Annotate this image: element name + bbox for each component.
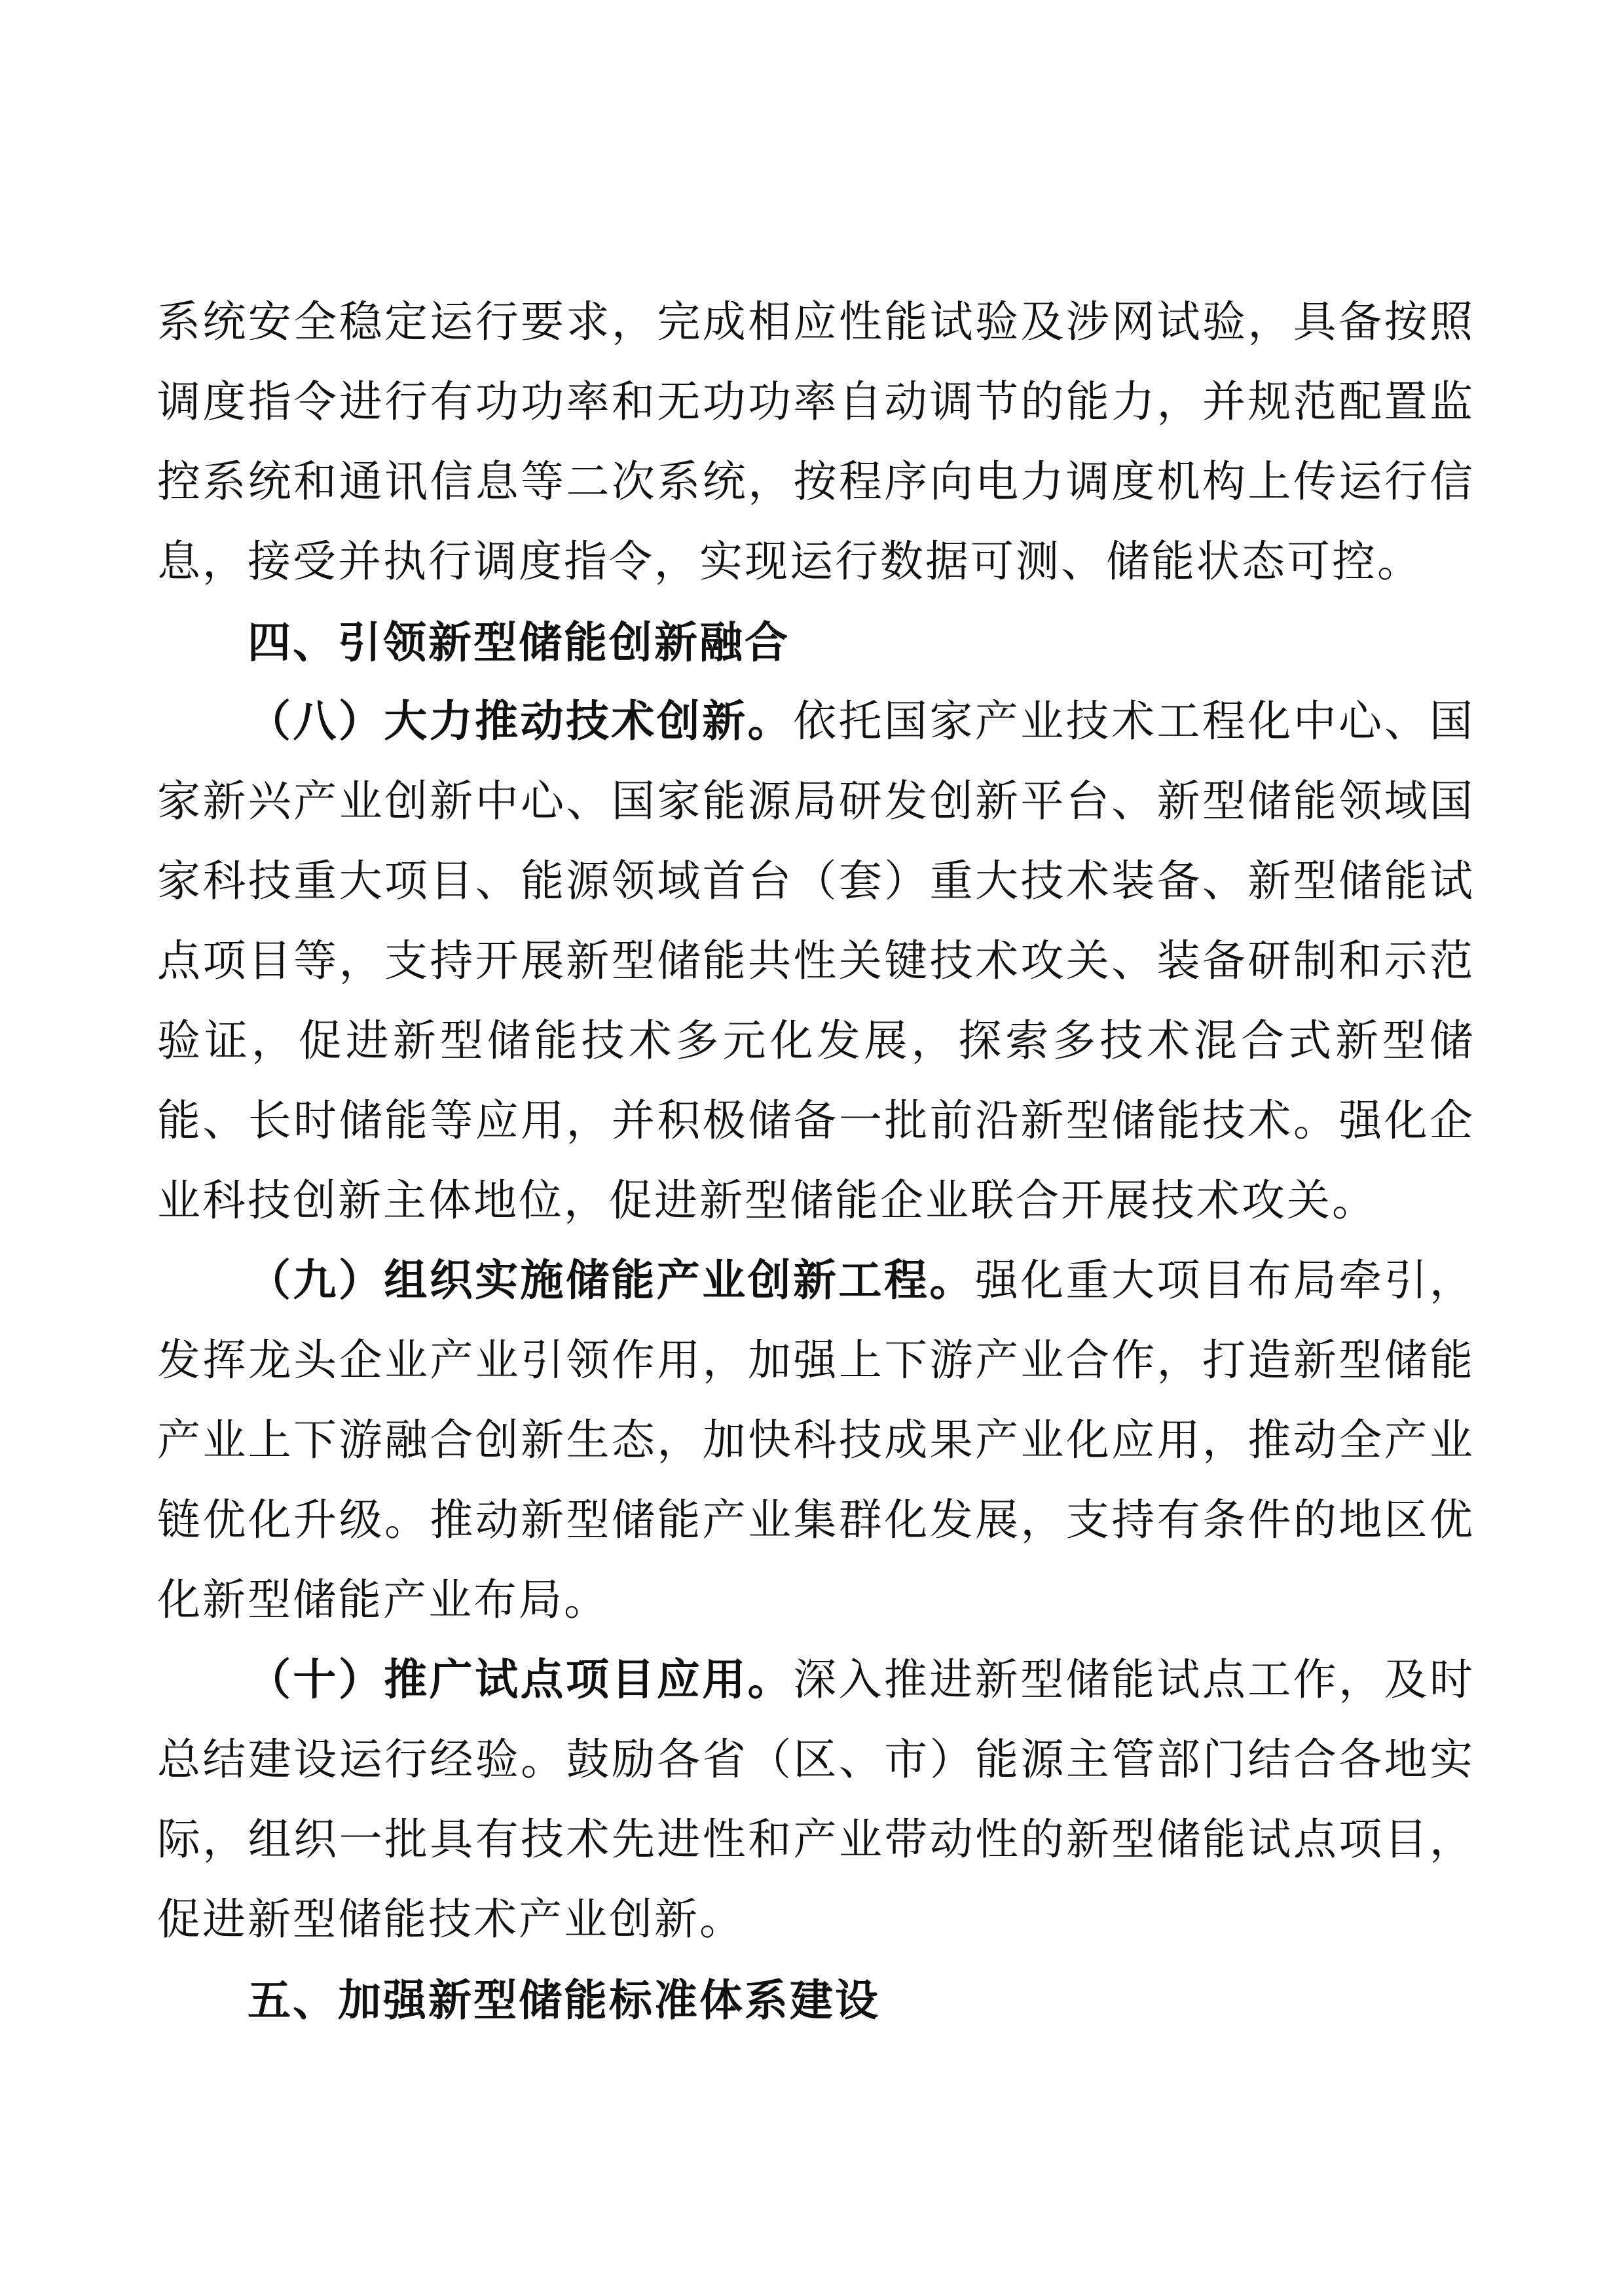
paragraph-lead: （九）组织实施储能产业创新工程。: [248, 1257, 975, 1305]
document-body: [157, 283, 1475, 2040]
paragraph-item-8: [157, 682, 1475, 1241]
paragraph-item-10: [157, 1641, 1475, 1960]
paragraph-lead: （十）推广试点项目应用。: [248, 1656, 794, 1704]
paragraph-continuation: [157, 283, 1475, 602]
paragraph-text: 依托国家产业技术工程化中心、国家新兴产业创新中心、国家能源局研发创新平台、新型储能领域国家科技重大项目、能源领域首台（套）重大技术装备、新型储能试点项目等，支持开展新型储能共性关键技术攻关、装备研制和示范验证，促进新型储能技术多元化发展，探索多技术混合式新型储能、长时储能等应用，并积极储备一批前沿新型储能技术。强化企业科技创新主体地位，促进新型储能企业联合开展技术攻关。: [157, 698, 1475, 1225]
section-heading-4: [157, 602, 1475, 682]
section-heading-5: [157, 1960, 1475, 2040]
paragraph-lead: （八）大力推动技术创新。: [248, 698, 794, 746]
section-heading-text: 五、加强新型储能标准体系建设: [248, 1976, 880, 2024]
paragraph-text: 深入推进新型储能试点工作，及时总结建设运行经验。鼓励各省（区、市）能源主管部门结合各地实际，组织一批具有技术先进性和产业带动性的新型储能试点项目，促进新型储能技术产业创新。: [157, 1656, 1475, 1944]
paragraph-text: 强化重大项目布局牵引，发挥龙头企业产业引领作用，加强上下游产业合作，打造新型储能产业上下游融合创新生态，加快科技成果产业化应用，推动全产业链优化升级。推动新型储能产业集群化发展，支持有条件的地区优化新型储能产业布局。: [157, 1257, 1475, 1624]
section-heading-text: 四、引领新型储能创新融合: [248, 618, 790, 666]
paragraph-item-9: [157, 1241, 1475, 1641]
paragraph-text: 系统安全稳定运行要求，完成相应性能试验及涉网试验，具备按照调度指令进行有功功率和无功功率自动调节的能力，并规范配置监控系统和通讯信息等二次系统，按程序向电力调度机构上传运行信息，接受并执行调度指令，实现运行数据可测、储能状态可控。: [157, 299, 1475, 586]
